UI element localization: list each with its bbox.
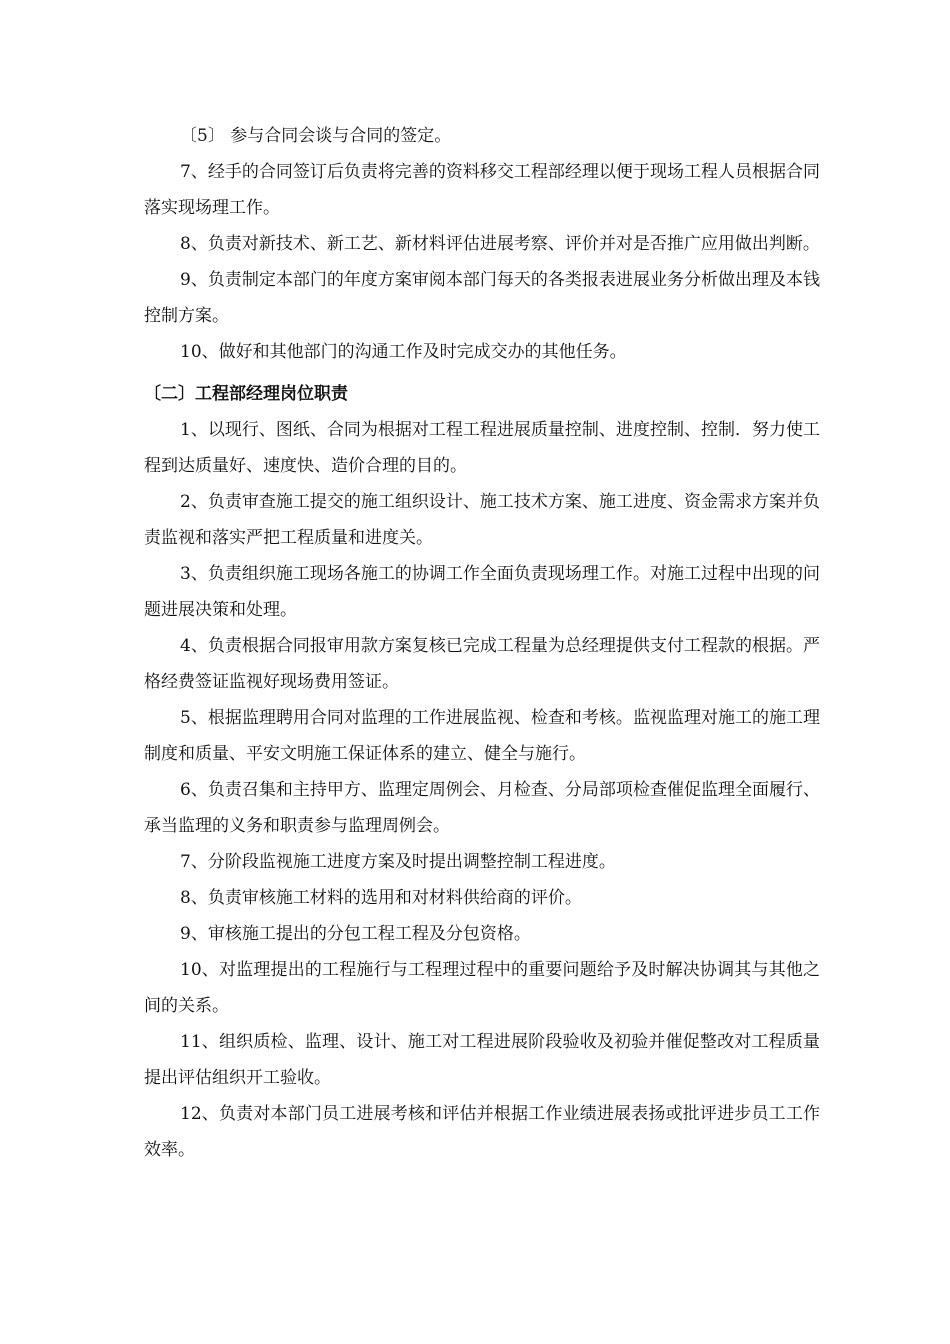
duty-item-3: 3、负责组织施工现场各施工的协调工作全面负责现场理工作。对施工过程中出现的问题进展决策和处理。 xyxy=(144,564,820,620)
paragraph-10: 10、做好和其他部门的沟通工作及时完成交办的其他任务。 xyxy=(180,342,627,362)
document-page xyxy=(144,118,820,1168)
duty-item-5: 5、根据监理聘用合同对监理的工作进展监视、检查和考核。监视监理对施工的施工理制度和质量、平安文明施工保证体系的建立、健全与施行。 xyxy=(144,708,820,764)
section-heading: 〔二〕工程部经理岗位职责 xyxy=(144,384,348,404)
duty-item-10: 10、对监理提出的工程施行与工程理过程中的重要问题给予及时解决协调其与其他之间的关系。 xyxy=(144,960,820,1016)
paragraph-5-contract-talks: 〔5〕 参与合同会谈与合同的签定。 xyxy=(180,126,452,146)
duty-item-9: 9、审核施工提出的分包工程工程及分包资格。 xyxy=(180,924,531,944)
paragraph-9: 9、负责制定本部门的年度方案审阅本部门每天的各类报表进展业务分析做出理及本钱控制方案。 xyxy=(144,270,820,326)
paragraph-8: 8、负责对新技术、新工艺、新材料评估进展考察、评价并对是否推广应用做出判断。 xyxy=(180,234,820,254)
duty-item-1: 1、以现行、图纸、合同为根据对工程工程进展质量控制、进度控制、控制．努力使工程到达质量好、速度快、造价合理的目的。 xyxy=(144,420,820,476)
paragraph-7: 7、经手的合同签订后负责将完善的资料移交工程部经理以便于现场工程人员根据合同落实现场理工作。 xyxy=(144,162,820,218)
duty-item-4: 4、负责根据合同报审用款方案复核已完成工程量为总经理提供支付工程款的根据。严格经费签证监视好现场费用签证。 xyxy=(144,636,820,692)
duty-item-2: 2、负责审查施工提交的施工组织设计、施工技术方案、施工进度、资金需求方案并负责监视和落实严把工程质量和进度关。 xyxy=(144,492,820,548)
duty-item-8: 8、负责审核施工材料的选用和对材料供给商的评价。 xyxy=(180,888,582,908)
duty-item-11: 11、组织质检、监理、设计、施工对工程进展阶段验收及初验并催促整改对工程质量提出评估组织开工验收。 xyxy=(144,1032,820,1088)
duty-item-7: 7、分阶段监视施工进度方案及时提出调整控制工程进度。 xyxy=(180,852,616,872)
duty-item-12: 12、负责对本部门员工进展考核和评估并根据工作业绩进展表扬或批评进步员工工作效率。 xyxy=(144,1104,820,1160)
duty-item-6: 6、负责召集和主持甲方、监理定周例会、月检查、分局部项检查催促监理全面履行、承当监理的义务和职责参与监理周例会。 xyxy=(144,780,820,836)
